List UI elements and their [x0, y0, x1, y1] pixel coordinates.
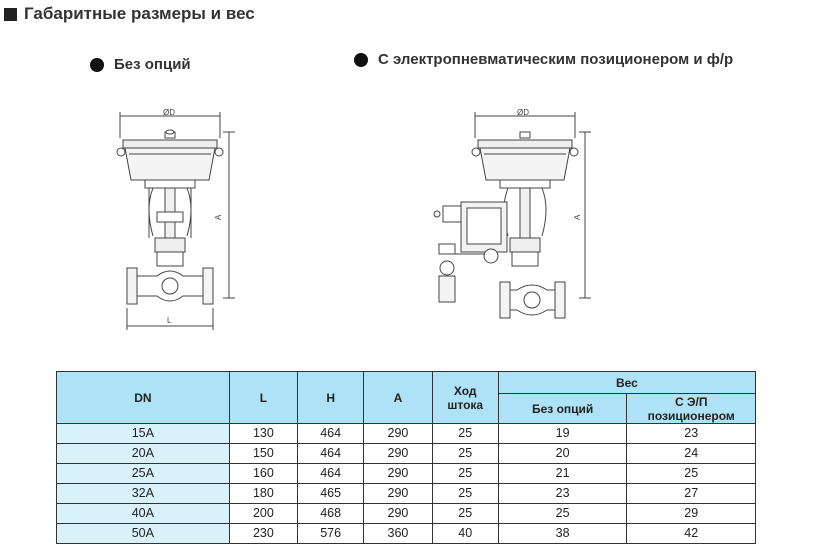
variant-heading-with-positioner: [354, 51, 733, 68]
cell-stroke: 25: [432, 484, 498, 504]
section-title: [4, 4, 255, 24]
cell-a: 290: [364, 424, 432, 444]
cell-stroke: 25: [432, 464, 498, 484]
cell-l: 150: [229, 444, 297, 464]
dimension-a-label: A: [214, 214, 223, 220]
dimension-l-label: L: [167, 316, 172, 325]
cell-h: 468: [298, 504, 364, 524]
variant-heading-text: Без опций: [114, 56, 191, 73]
cell-a: 290: [364, 464, 432, 484]
cell-l: 130: [229, 424, 297, 444]
cell-a: 290: [364, 484, 432, 504]
cell-dn: 20A: [57, 444, 230, 464]
header-a: A: [364, 372, 432, 424]
section-title-text: Габаритные размеры и вес: [24, 4, 255, 23]
square-bullet-icon: [4, 8, 17, 21]
bullet-icon: [354, 53, 368, 67]
table-row: [57, 504, 756, 524]
dimension-d-label: ØD: [517, 108, 529, 117]
cell-weight-without-options: 19: [498, 424, 627, 444]
cell-weight-with-positioner: 42: [627, 524, 756, 544]
cell-weight-with-positioner: 24: [627, 444, 756, 464]
cell-weight-without-options: 21: [498, 464, 627, 484]
dimensions-weight-table: [56, 371, 756, 544]
header-weight-with-positioner: С Э/П позиционером: [627, 394, 756, 424]
cell-l: 200: [229, 504, 297, 524]
cell-h: 464: [298, 464, 364, 484]
cell-stroke: 25: [432, 444, 498, 464]
cell-stroke: 25: [432, 424, 498, 444]
table-row: [57, 484, 756, 504]
valve-drawing-with-positioner: [425, 108, 595, 333]
cell-dn: 50A: [57, 524, 230, 544]
cell-h: 464: [298, 424, 364, 444]
cell-weight-with-positioner: 25: [627, 464, 756, 484]
valve-drawing-without-options: [105, 108, 245, 333]
cell-h: 465: [298, 484, 364, 504]
variant-heading-text: С электропневматическим позиционером и ф/р: [378, 51, 734, 68]
cell-dn: 25A: [57, 464, 230, 484]
cell-weight-without-options: 25: [498, 504, 627, 524]
cell-weight-with-positioner: 29: [627, 504, 756, 524]
cell-weight-without-options: 23: [498, 484, 627, 504]
bullet-icon: [90, 58, 104, 72]
table-row: [57, 444, 756, 464]
table-row: [57, 424, 756, 444]
table-row: [57, 464, 756, 484]
cell-weight-with-positioner: 23: [627, 424, 756, 444]
cell-weight-with-positioner: 27: [627, 484, 756, 504]
header-dn: DN: [57, 372, 230, 424]
dimension-a-label: A: [573, 214, 582, 220]
cell-h: 464: [298, 444, 364, 464]
header-h: H: [298, 372, 364, 424]
cell-h: 576: [298, 524, 364, 544]
header-weight: Вес: [498, 372, 755, 394]
cell-l: 180: [229, 484, 297, 504]
cell-weight-without-options: 38: [498, 524, 627, 544]
table-row: [57, 524, 756, 544]
cell-stroke: 40: [432, 524, 498, 544]
cell-dn: 40A: [57, 504, 230, 524]
cell-stroke: 25: [432, 504, 498, 524]
cell-a: 290: [364, 444, 432, 464]
cell-a: 360: [364, 524, 432, 544]
header-weight-without-options: Без опций: [498, 394, 627, 424]
header-l: L: [229, 372, 297, 424]
cell-a: 290: [364, 504, 432, 524]
variant-heading-without-options: [90, 56, 191, 73]
dimension-d-label: ØD: [163, 108, 175, 117]
header-stroke: Ход штока: [432, 372, 498, 424]
cell-weight-without-options: 20: [498, 444, 627, 464]
cell-l: 230: [229, 524, 297, 544]
cell-dn: 15A: [57, 424, 230, 444]
cell-dn: 32A: [57, 484, 230, 504]
cell-l: 160: [229, 464, 297, 484]
